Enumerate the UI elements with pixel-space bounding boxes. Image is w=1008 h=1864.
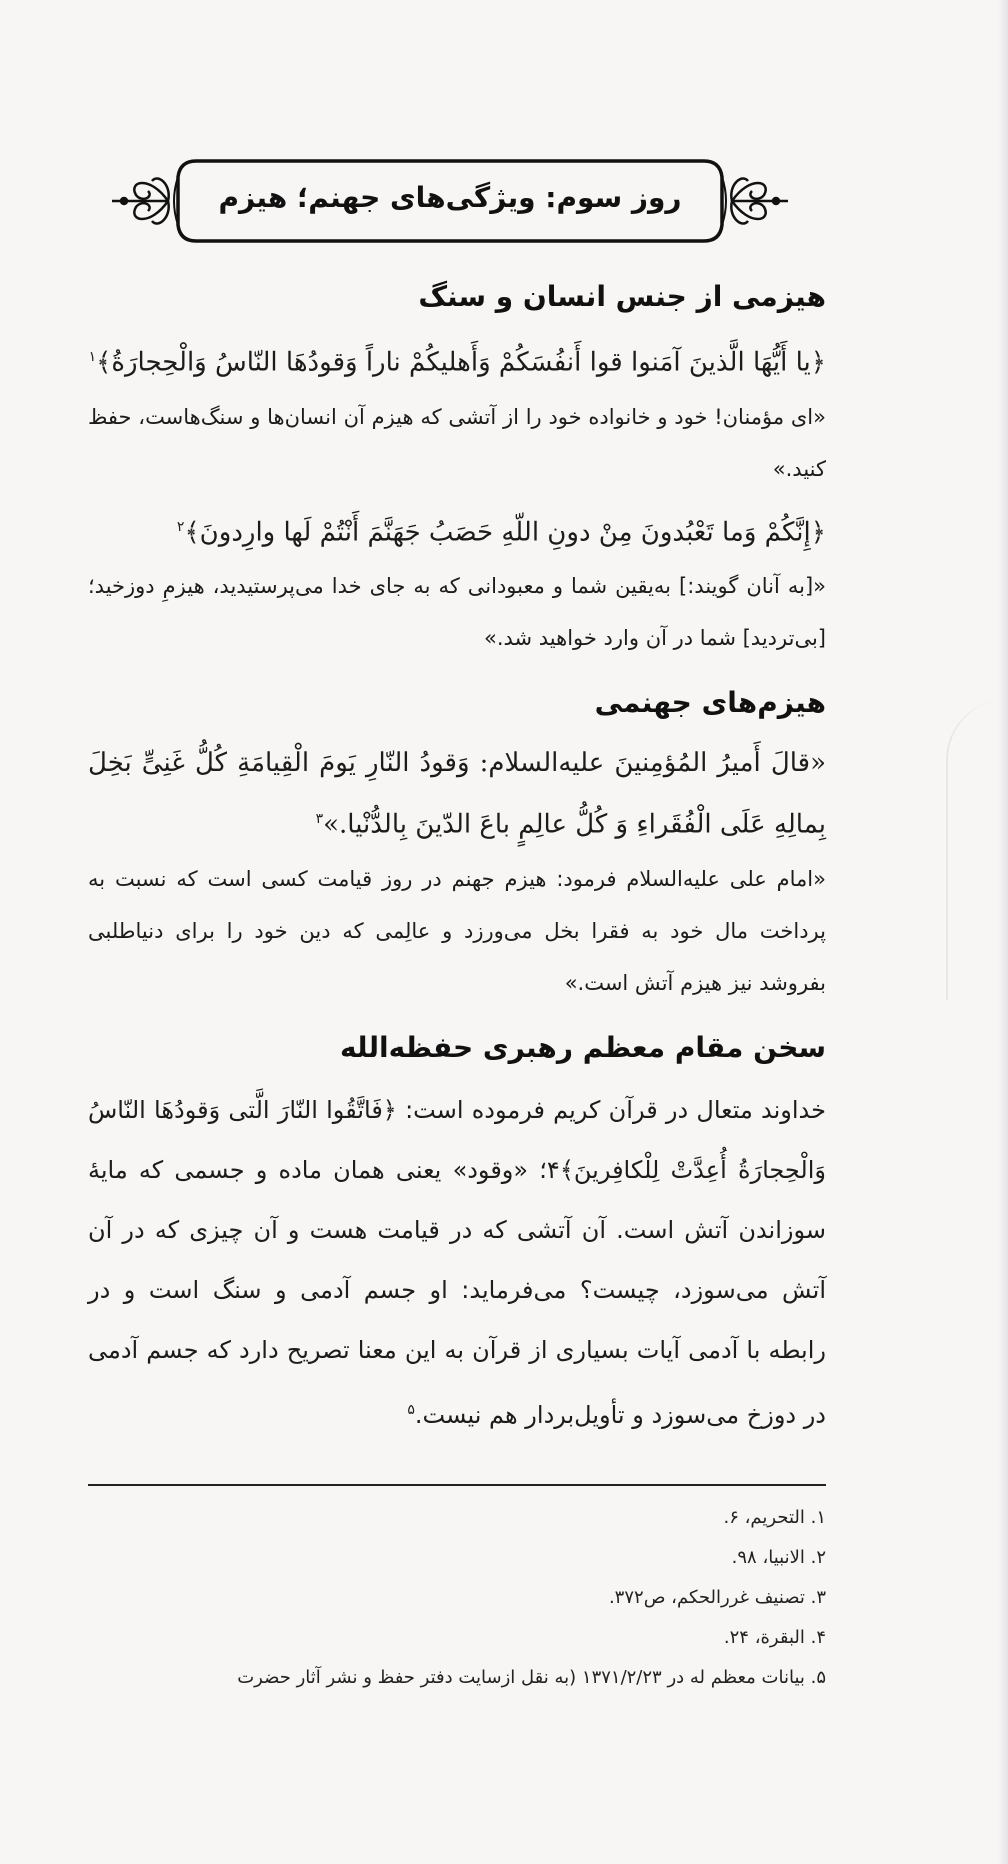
quran-verse-2-text: ﴿إِنَّکُمْ وَما تَعْبُدونَ مِنْ دونِ اللّهِ حَصَبُ جَهَنَّمَ أَنْتُمْ لَها وارِدونَ﴾ xyxy=(184,517,826,548)
quran-verse-1-text: ﴿یا أَیُّهَا الَّذینَ آمَنوا قوا أَنفُسَکُمْ وَأَهلیکُمْ ناراً وَقودُهَا النّاسُ وَالْحِجارَةُ﴾ xyxy=(96,347,826,378)
page-content xyxy=(88,280,826,1445)
footnote-divider xyxy=(88,1484,826,1486)
hadith-text-body: «قالَ أَمیرُ المُؤمِنینَ علیه‌السلام: وَقودُ النّارِ یَومَ الْقِیامَةِ کُلُّ غَنِیٍّ بَخِلَ بِمالِهِ عَلَی الْفُقَراءِ وَ کُلُّ عالِمٍ باعَ الدّینَ بِالدُّنْیا.» xyxy=(88,748,826,840)
translation-2: «[به آنان گویند:] به‌یقین شما و معبودانی که به جای خدا می‌پرستیدید، هیزمِ دوزخید؛ [بی‌تردید] شما در آن وارد خواهید شد.» xyxy=(88,574,826,651)
footnote-item: ۴. البقرة، ۲۴. xyxy=(723,1627,826,1648)
page-curl xyxy=(946,700,1008,1000)
section-heading-2: هیزم‌های جهنمی xyxy=(594,686,826,720)
chapter-title: روز سوم: ویژگی‌های جهنم؛ هیزم xyxy=(218,181,682,214)
footnote-item: ۱. التحریم، ۶. xyxy=(723,1507,826,1528)
footnote-ref-1: ۱ xyxy=(88,349,97,365)
chapter-header xyxy=(110,155,790,247)
hadith-text xyxy=(88,735,826,853)
leader-quote xyxy=(88,1080,826,1445)
translation-1: «ای مؤمنان! خود و خانواده خود را از آتشی که هیزم آن انسان‌ها و سنگ‌هاست، حفظ کنید.» xyxy=(88,404,826,481)
section-heading-1: هیزمی از جنس انسان و سنگ xyxy=(418,280,826,313)
quran-verse-1 xyxy=(88,329,826,391)
leader-quote-text: خداوند متعال در قرآن کریم فرموده است: ﴿فَاتَّقُوا النّارَ الَّتی وَقودُهَا النّاسُ وَالْحِجارَةُ أُعِدَّتْ لِلْکافِرینَ﴾۴؛ «وقود» یعنی همان ماده و جسمی که مایهٔ سوزاندن آتش است. آن آتشی که در قیامت هست و آن چیزی که در آن آتش می‌سوزد، چیست؟ می‌فرماید: او جسم آدمی و سنگ است و در رابطه با آدمی آیات بسیاری از قرآن به این معنا تصریح دارد که جسم آدمی در دوزخ می‌سوزد و تأویل‌بردار هم نیست. xyxy=(88,1095,826,1429)
footnote-item: ۲. الانبیا، ۹۸. xyxy=(731,1547,826,1568)
section-heading-3: سخن مقام معظم رهبری حفظه‌الله xyxy=(340,1030,826,1064)
footnote-ref-3: ۳ xyxy=(315,811,324,828)
footnote-ref-5: ۵ xyxy=(407,1401,415,1418)
footnote-ref-2: ۲ xyxy=(176,518,185,535)
footnotes xyxy=(88,1498,826,1698)
hadith-translation: «امام علی علیه‌السلام فرمود: هیزم جهنم در روز قیامت کسی است که نسبت به پرداخت مال خود به فقرا بخل می‌ورزد و عالِمی که دین خود را برای دنیاطلبی بفروشد نیز هیزم آتش است.» xyxy=(88,866,826,995)
quran-verse-2 xyxy=(88,499,826,561)
footnote-item: ۵. بیانات معظم له در ۱۳۷۱/۲/۲۳ (به نقل ازسایت دفتر حفظ و نشر آثار حضرت xyxy=(237,1667,826,1688)
footnote-item: ۳. تصنیف غررالحکم، ص۳۷۲. xyxy=(608,1587,826,1608)
